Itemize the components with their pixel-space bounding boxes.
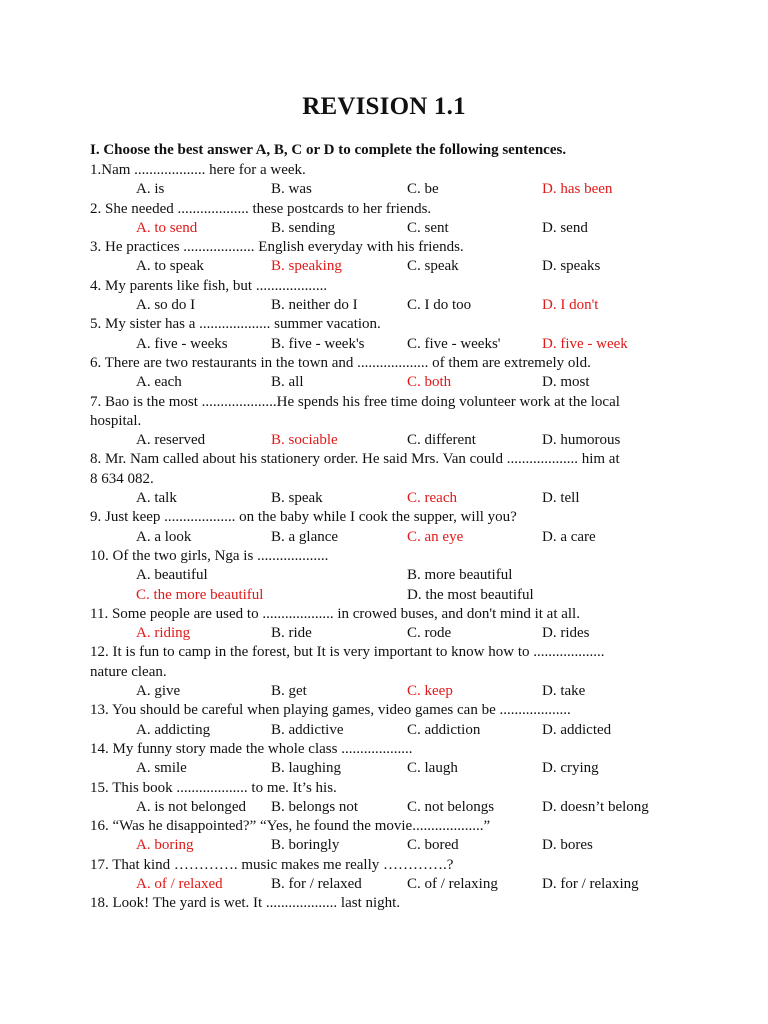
question-text: 1.Nam ................... here for a week.	[90, 162, 306, 178]
answer-option: C. different	[407, 432, 476, 449]
answer-option: A. talk	[136, 490, 177, 507]
answer-option: A. is	[136, 181, 165, 198]
answer-option-correct: D. I don't	[542, 297, 599, 314]
answer-option-correct: D. has been	[542, 181, 613, 198]
options-row	[90, 875, 680, 894]
answer-option: B. neither do I	[271, 297, 358, 314]
options-row	[90, 296, 680, 315]
answer-option-correct: D. five - week	[542, 335, 628, 352]
answer-option-correct: C. both	[407, 374, 452, 391]
answer-option: C. addiction	[407, 721, 481, 738]
answer-option-correct: B. speaking	[271, 258, 342, 275]
answer-option: A. beautiful	[136, 567, 208, 584]
question-item	[90, 740, 680, 779]
answer-option-correct: A. riding	[136, 625, 191, 642]
question-item	[90, 161, 680, 200]
answer-option: D. for / relaxing	[542, 875, 639, 892]
answer-option: D. send	[542, 219, 588, 236]
section-instruction: I. Choose the best answer A, B, C or D to complete the following sentences.	[90, 142, 567, 158]
question-item	[90, 508, 680, 547]
question-text: 4. My parents like fish, but ...................	[90, 277, 328, 294]
options-row	[90, 682, 680, 701]
options-row	[90, 798, 680, 817]
options-row	[90, 335, 680, 354]
answer-option: D. tell	[542, 490, 580, 507]
answer-option: B. all	[271, 374, 304, 391]
answer-option: C. be	[407, 181, 439, 198]
answer-option: A. reserved	[136, 432, 206, 449]
question-text: 14. My funny story made the whole class ...................	[90, 740, 413, 757]
answer-option: C. I do too	[407, 297, 472, 314]
question-item	[90, 605, 680, 644]
answer-option: A. addicting	[136, 721, 211, 738]
answer-option: D. speaks	[542, 258, 601, 275]
options-row	[90, 219, 680, 238]
question-item	[90, 200, 680, 239]
question-text: 15. This book ................... to me. It’s his.	[90, 779, 337, 796]
answer-option: D. humorous	[542, 432, 621, 449]
answer-option: A. each	[136, 374, 182, 391]
answer-option: C. rode	[407, 625, 452, 642]
question-item	[90, 701, 680, 740]
answer-option: A. a look	[136, 528, 192, 545]
question-text: 9. Just keep ................... on the baby while I cook the supper, will you?	[90, 509, 517, 526]
answer-option: B. more beautiful	[407, 567, 513, 584]
question-text: 18. Look! The yard is wet. It ................... last night.	[90, 895, 401, 912]
answer-option-correct: A. boring	[136, 837, 194, 854]
question-text: 17. That kind …………. music makes me really ………….?	[90, 856, 454, 873]
options-row	[90, 836, 680, 855]
options-row	[90, 373, 680, 392]
question-text: 10. Of the two girls, Nga is ...................	[90, 547, 329, 564]
answer-option: C. bored	[407, 837, 459, 854]
answer-option: D. most	[542, 374, 590, 391]
question-item	[90, 779, 680, 818]
answer-option: C. not belongs	[407, 798, 495, 815]
answer-option: B. sending	[271, 219, 336, 236]
options-row	[90, 180, 680, 199]
question-text: 3. He practices ................... English everyday with his friends.	[90, 239, 464, 256]
answer-option: A. to speak	[136, 258, 204, 275]
question-text: 11. Some people are used to ................... in crowed buses, and don't mind it at all.	[90, 605, 580, 622]
answer-option-correct: C. the more beautiful	[136, 586, 264, 603]
question-item	[90, 817, 680, 856]
answer-option: D. take	[542, 683, 586, 700]
answer-option: D. the most beautiful	[407, 586, 534, 603]
question-text: 7. Bao is the most ....................He spends his free time doing volunteer work at the local	[90, 393, 620, 410]
answer-option: B. addictive	[271, 721, 344, 738]
question-item	[90, 238, 680, 277]
answer-option: B. five - week's	[271, 335, 365, 352]
answer-option: D. a care	[542, 528, 596, 545]
answer-option: D. addicted	[542, 721, 612, 738]
answer-option: B. speak	[271, 490, 323, 507]
options-row	[90, 528, 680, 547]
options-row	[90, 257, 680, 276]
question-item	[90, 643, 680, 701]
page-title: REVISION 1.1	[302, 93, 466, 120]
question-text: 12. It is fun to camp in the forest, but It is very important to know how to ...................	[90, 644, 605, 661]
answer-option-correct: B. sociable	[271, 432, 338, 449]
question-item	[90, 393, 680, 451]
answer-option: A. so do I	[136, 297, 196, 314]
question-item	[90, 277, 680, 316]
question-item	[90, 856, 680, 895]
answer-option: B. was	[271, 181, 312, 198]
options-row	[90, 624, 680, 643]
answer-option: B. boringly	[271, 837, 340, 854]
answer-option: D. rides	[542, 625, 590, 642]
options-row	[90, 759, 680, 778]
answer-option-correct: C. an eye	[407, 528, 464, 545]
options-row	[90, 489, 680, 508]
answer-option: B. for / relaxed	[271, 875, 362, 892]
answer-option: B. ride	[271, 625, 312, 642]
answer-option: D. bores	[542, 837, 593, 854]
answer-option-correct: C. keep	[407, 683, 453, 700]
answer-option: A. give	[136, 683, 181, 700]
answer-option: A. smile	[136, 760, 187, 777]
answer-option-correct: A. of / relaxed	[136, 875, 223, 892]
options-row	[90, 566, 680, 585]
question-item	[90, 894, 680, 913]
answer-option: D. doesn’t belong	[542, 798, 649, 815]
answer-option: C. laugh	[407, 760, 458, 777]
question-item	[90, 315, 680, 354]
answer-option: C. of / relaxing	[407, 875, 498, 892]
question-item	[90, 354, 680, 393]
question-text: 5. My sister has a ................... summer vacation.	[90, 316, 381, 333]
question-text: 2. She needed ................... these postcards to her friends.	[90, 200, 432, 217]
answer-option-correct: A. to send	[136, 219, 198, 236]
question-text: nature clean.	[90, 663, 167, 680]
answer-option: B. laughing	[271, 760, 341, 777]
question-item	[90, 547, 680, 605]
answer-option: A. five - weeks	[136, 335, 228, 352]
answer-option-correct: C. reach	[407, 490, 457, 507]
answer-option: D. crying	[542, 760, 599, 777]
answer-option: B. a glance	[271, 528, 339, 545]
question-text: 13. You should be careful when playing games, video games can be ...................	[90, 702, 571, 719]
options-row	[90, 431, 680, 450]
question-list	[90, 161, 680, 914]
question-text: 8. Mr. Nam called about his stationery order. He said Mrs. Van could ................... him at	[90, 451, 620, 468]
answer-option: C. sent	[407, 219, 449, 236]
answer-option: B. get	[271, 683, 307, 700]
options-row	[90, 586, 680, 605]
answer-option: C. speak	[407, 258, 459, 275]
answer-option: C. five - weeks'	[407, 335, 501, 352]
question-text: 8 634 082.	[90, 470, 154, 487]
options-row	[90, 721, 680, 740]
question-item	[90, 450, 680, 508]
question-text: hospital.	[90, 412, 142, 429]
answer-option: A. is not belonged	[136, 798, 246, 815]
answer-option: B. belongs not	[271, 798, 359, 815]
question-text: 6. There are two restaurants in the town and ................... of them are extremely old.	[90, 354, 591, 371]
question-text: 16. “Was he disappointed?” “Yes, he found the movie...................”	[90, 818, 491, 835]
